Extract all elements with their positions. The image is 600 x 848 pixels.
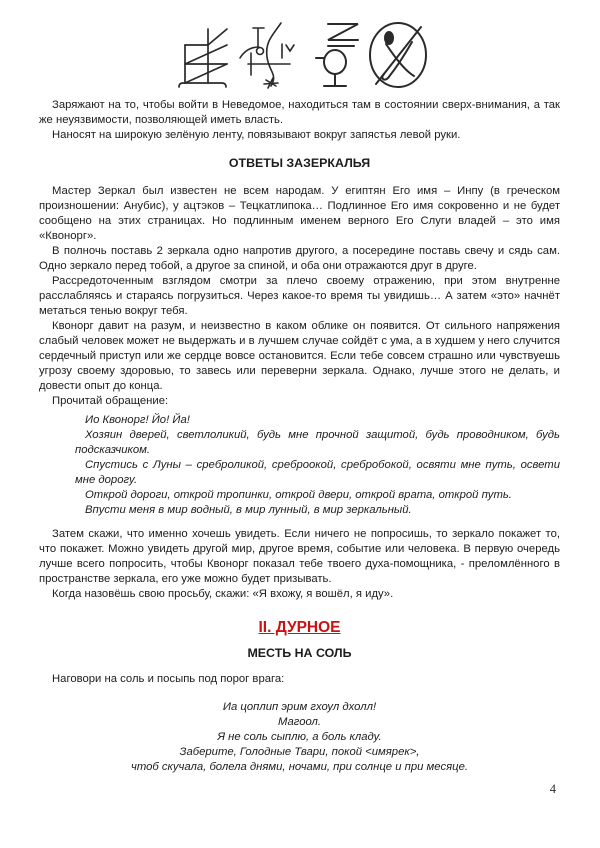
salt-revenge-heading: МЕСТЬ НА СОЛЬ — [247, 646, 352, 660]
salt-verse-line-4: Заберите, Голодные Твари, покой <имярек>, — [179, 746, 420, 758]
sigil-row — [39, 20, 560, 90]
salt-verse-line-5: чтоб скучала, болела днями, ночами, при солнце и при месяце. — [130, 761, 469, 773]
mirror-paragraph-5: Прочитай обращение: — [52, 395, 169, 407]
ladder-sigil-icon — [170, 26, 232, 90]
salt-revenge-intro: Наговори на соль и посыпь под порог врага: — [52, 673, 285, 685]
invocation-line-3: Спустись с Луны – среброликой, среброокой, сребробокой, освяти мне путь, освети мне дорогу. — [75, 459, 560, 486]
intro-paragraph-2: Наносят на широкую зелёную ленту, повязывают вокруг запястья левой руки. — [52, 129, 461, 141]
salt-revenge-verse — [39, 700, 560, 775]
page-number: 4 — [549, 782, 556, 796]
salt-verse-line-2: Магоол. — [277, 716, 322, 728]
invocation-line-1: Ио Квонорг! Йо! Йа! — [85, 414, 190, 426]
bad-section-heading: II. ДУРНОЕ — [258, 619, 341, 636]
invocation-line-2: Хозяин дверей, светлоликий, будь мне прочной защитой, будь проводником, будь подсказчиком. — [75, 429, 560, 456]
mirror-after-paragraph-2: Когда назовёшь свою просьбу, скажи: «Я вхожу, я вошёл, я иду». — [52, 588, 394, 600]
salt-verse-line-3: Я не соль сыплю, а боль кладу. — [217, 731, 382, 743]
mirror-invocation-verse — [75, 413, 560, 518]
page-content — [39, 0, 560, 775]
mirror-paragraph-3: Рассредоточенным взглядом смотри за плечо своему отражению, при этом внутренне расслабляясь и стараясь погрузиться. Через какое-то время ты увидишь… А затем «это» начнёт метаться тенью вокруг тебя. — [39, 275, 560, 317]
mirror-after-paragraph-1: Затем скажи, что именно хочешь увидеть. Если ничего не попросишь, то зеркало покажет то, что покажет. Можно увидеть другой мир, другое время, событие или человека. В первую очередь лучше всего попросить, чтобы Квонорг показал тебе твоего духа-помощника, - преломлённого в пространстве зеркала, его уже можно будет призывать. — [39, 528, 560, 585]
invocation-line-4: Открой дороги, открой тропинки, открой двери, открой врата, открой путь. — [85, 489, 512, 501]
salt-verse-line-1: Иа цоплип эрим гхоул дхолл! — [222, 701, 377, 713]
serpent-cross-sigil-icon — [238, 20, 308, 90]
crossed-ellipse-sigil-icon — [366, 20, 430, 90]
intro-paragraph-1: Заряжают на то, чтобы войти в Неведомое, находиться там в состоянии сверх-внимания, а так же неуязвимости, позволяющей иметь власть. — [39, 99, 560, 126]
zigzag-loop-sigil-icon — [314, 20, 360, 90]
mirror-paragraph-1: Мастер Зеркал был известен не всем народам. У египтян Его имя – Инпу (в греческом произношении: Анубис), у ацтэков – Тецкатлипока… Подлинное Его имя сокровенно и не будет сообщено на этих страницах. Но подлинным именем верного Его Слуги владей – это имя «Квонорг». — [39, 185, 560, 242]
mirror-paragraph-2: В полночь поставь 2 зеркала одно напротив другого, а посередине поставь свечу и сядь сам. Одно зеркало перед тобой, а другое за спиной, и оба они отражаются друг в друге. — [39, 245, 560, 272]
invocation-line-5: Впусти меня в мир водный, в мир лунный, в мир зеркальный. — [85, 504, 412, 516]
mirror-after-block — [39, 527, 560, 602]
mirror-paragraph-4: Квонорг давит на разум, и неизвестно в каком облике он появится. От сильного напряжения слабый человек может не выдержать и в лучшем случае сойдёт с ума, а в худшем у него случится сердечный приступ или же сердце вовсе остановится. Если тебе совсем страшно или чувствуешь угрозу своему здоровью, то завесь или переверни зеркала. Однако, лучше этого не делать, и довести опыт до конца. — [39, 320, 560, 392]
mirror-section-heading: ОТВЕТЫ ЗАЗЕРКАЛЬЯ — [228, 156, 371, 170]
